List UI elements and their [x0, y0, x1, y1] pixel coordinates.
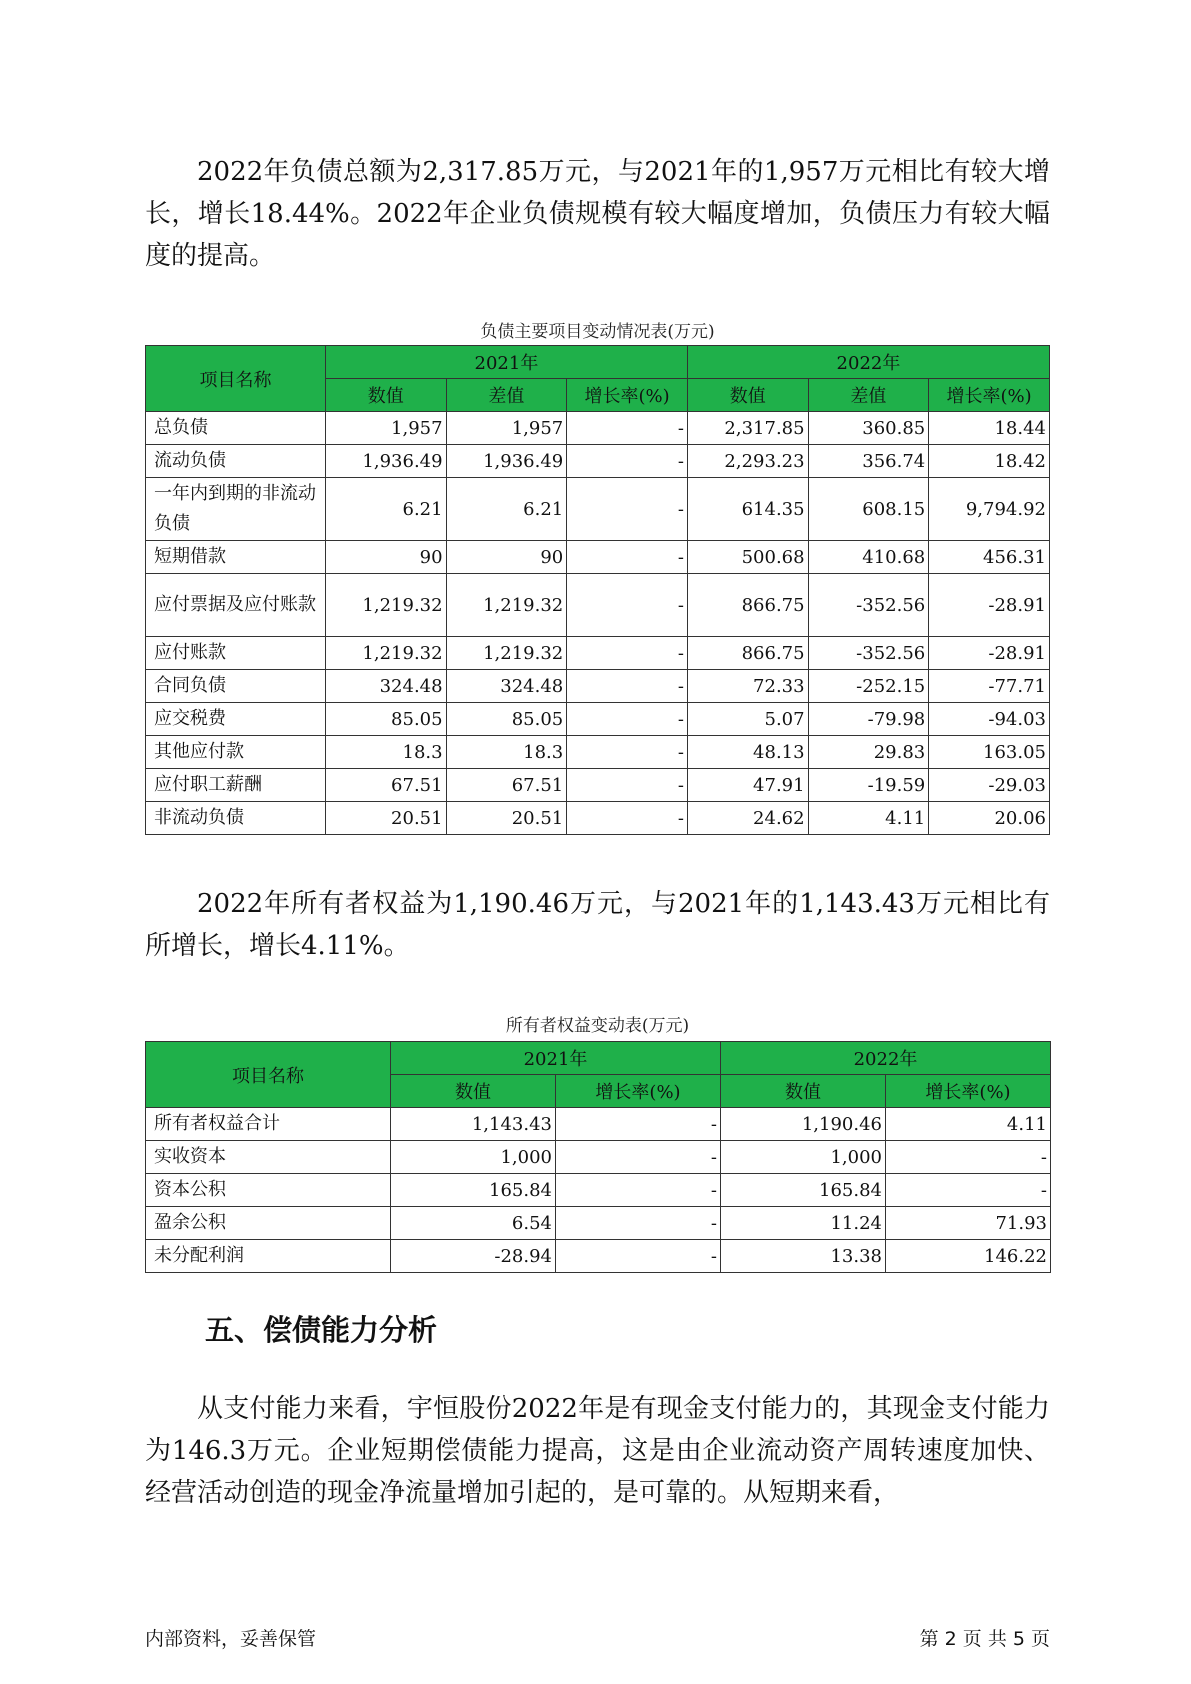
row-label: 总负债	[146, 412, 326, 445]
cell: 146.22	[886, 1240, 1051, 1273]
cell: 6.21	[446, 478, 567, 541]
cell: -	[556, 1207, 721, 1240]
cell: 163.05	[929, 736, 1050, 769]
cell: 1,936.49	[325, 445, 446, 478]
cell: -	[886, 1141, 1051, 1174]
cell: -	[567, 769, 688, 802]
cell: -	[567, 574, 688, 637]
cell: 1,219.32	[325, 574, 446, 637]
footer-confidential-note: 内部资料，妥善保管	[145, 1628, 317, 1650]
value-header: 数值	[687, 379, 808, 412]
rate-header: 增长率(%)	[929, 379, 1050, 412]
cell: 6.54	[391, 1207, 556, 1240]
cell: 20.51	[325, 802, 446, 835]
cell: 13.38	[721, 1240, 886, 1273]
table-row	[146, 1207, 1051, 1240]
item-name-header: 项目名称	[146, 1042, 391, 1108]
cell: 410.68	[808, 541, 929, 574]
cell: 1,000	[391, 1141, 556, 1174]
cell: -	[886, 1174, 1051, 1207]
cell: -	[567, 670, 688, 703]
cell: -	[567, 412, 688, 445]
value-header: 数值	[721, 1075, 886, 1108]
table-row	[146, 478, 1050, 541]
cell: -	[556, 1174, 721, 1207]
cell: -	[567, 802, 688, 835]
table-row	[146, 802, 1050, 835]
row-label: 其他应付款	[146, 736, 326, 769]
table-row	[146, 445, 1050, 478]
row-label: 应付账款	[146, 637, 326, 670]
table-row	[146, 670, 1050, 703]
table-row	[146, 412, 1050, 445]
cell: 500.68	[687, 541, 808, 574]
cell: 90	[325, 541, 446, 574]
cell: 71.93	[886, 1207, 1051, 1240]
cell: 20.51	[446, 802, 567, 835]
cell: 360.85	[808, 412, 929, 445]
cell: -252.15	[808, 670, 929, 703]
row-label: 短期借款	[146, 541, 326, 574]
row-label: 应交税费	[146, 703, 326, 736]
cell: 1,219.32	[446, 637, 567, 670]
cell: 614.35	[687, 478, 808, 541]
cell: -352.56	[808, 574, 929, 637]
cell: 5.07	[687, 703, 808, 736]
page-number: 第 2 页 共 5 页	[919, 1628, 1050, 1650]
table1-caption: 负债主要项目变动情况表(万元)	[480, 322, 715, 342]
cell: 1,190.46	[721, 1108, 886, 1141]
paragraph-equity: 2022年所有者权益为1,190.46万元，与2021年的1,143.43万元相比有所增长，增长4.11%。	[145, 889, 1050, 961]
cell: 165.84	[391, 1174, 556, 1207]
diff-header: 差值	[446, 379, 567, 412]
table-row	[146, 736, 1050, 769]
year-2021-header: 2021年	[391, 1042, 721, 1075]
row-label: 一年内到期的非流动负债	[146, 478, 326, 541]
row-label: 盈余公积	[146, 1207, 391, 1240]
row-label: 应付职工薪酬	[146, 769, 326, 802]
cell: 18.3	[446, 736, 567, 769]
table-row	[146, 541, 1050, 574]
value-header: 数值	[391, 1075, 556, 1108]
cell: 1,219.32	[446, 574, 567, 637]
diff-header: 差值	[808, 379, 929, 412]
cell: 72.33	[687, 670, 808, 703]
cell: 67.51	[325, 769, 446, 802]
row-label: 所有者权益合计	[146, 1108, 391, 1141]
cell: -77.71	[929, 670, 1050, 703]
cell: -	[567, 478, 688, 541]
equity-table	[145, 1041, 1051, 1273]
cell: -28.91	[929, 574, 1050, 637]
cell: 85.05	[446, 703, 567, 736]
paragraph-solvency: 从支付能力来看，宇恒股份2022年是有现金支付能力的，其现金支付能力为146.3万元。企业短期偿债能力提高，这是由企业流动资产周转速度加快、经营活动创造的现金净流量增加引起的，是可靠的。从短期来看，	[145, 1394, 1050, 1508]
table2-caption: 所有者权益变动表(万元)	[505, 1016, 690, 1036]
cell: -94.03	[929, 703, 1050, 736]
paragraph-liabilities: 2022年负债总额为2,317.85万元，与2021年的1,957万元相比有较大增长，增长18.44%。2022年企业负债规模有较大幅度增加，负债压力有较大幅度的提高。	[145, 157, 1050, 271]
cell: 1,143.43	[391, 1108, 556, 1141]
cell: 2,293.23	[687, 445, 808, 478]
cell: 67.51	[446, 769, 567, 802]
cell: -	[567, 541, 688, 574]
cell: 324.48	[325, 670, 446, 703]
table-row	[146, 703, 1050, 736]
cell: -28.91	[929, 637, 1050, 670]
cell: -	[556, 1108, 721, 1141]
cell: -79.98	[808, 703, 929, 736]
table-row	[146, 1174, 1051, 1207]
cell: 1,957	[325, 412, 446, 445]
rate-header: 增长率(%)	[567, 379, 688, 412]
cell: -28.94	[391, 1240, 556, 1273]
year-2022-header: 2022年	[687, 346, 1049, 379]
cell: 1,219.32	[325, 637, 446, 670]
row-label: 应付票据及应付账款	[146, 574, 326, 637]
cell: 1,936.49	[446, 445, 567, 478]
cell: 608.15	[808, 478, 929, 541]
cell: -19.59	[808, 769, 929, 802]
cell: -	[567, 703, 688, 736]
rate-header: 增长率(%)	[886, 1075, 1051, 1108]
cell: 9,794.92	[929, 478, 1050, 541]
section-heading: 五、偿债能力分析	[205, 1313, 438, 1347]
liabilities-table	[145, 345, 1050, 835]
cell: 866.75	[687, 637, 808, 670]
cell: 18.3	[325, 736, 446, 769]
cell: 18.42	[929, 445, 1050, 478]
cell: -	[556, 1141, 721, 1174]
year-2022-header: 2022年	[721, 1042, 1051, 1075]
rate-header: 增长率(%)	[556, 1075, 721, 1108]
cell: -	[567, 736, 688, 769]
cell: -	[556, 1240, 721, 1273]
cell: 24.62	[687, 802, 808, 835]
cell: 1,957	[446, 412, 567, 445]
cell: 165.84	[721, 1174, 886, 1207]
cell: 2,317.85	[687, 412, 808, 445]
table-row	[146, 769, 1050, 802]
cell: 29.83	[808, 736, 929, 769]
cell: 4.11	[808, 802, 929, 835]
cell: 48.13	[687, 736, 808, 769]
cell: 4.11	[886, 1108, 1051, 1141]
row-label: 未分配利润	[146, 1240, 391, 1273]
row-label: 实收资本	[146, 1141, 391, 1174]
cell: -29.03	[929, 769, 1050, 802]
cell: 90	[446, 541, 567, 574]
cell: 11.24	[721, 1207, 886, 1240]
cell: -	[567, 637, 688, 670]
cell: 18.44	[929, 412, 1050, 445]
cell: 866.75	[687, 574, 808, 637]
item-name-header: 项目名称	[146, 346, 326, 412]
cell: 356.74	[808, 445, 929, 478]
row-label: 合同负债	[146, 670, 326, 703]
row-label: 非流动负债	[146, 802, 326, 835]
row-label: 资本公积	[146, 1174, 391, 1207]
table-row	[146, 574, 1050, 637]
cell: 324.48	[446, 670, 567, 703]
row-label: 流动负债	[146, 445, 326, 478]
value-header: 数值	[325, 379, 446, 412]
table-row	[146, 1108, 1051, 1141]
cell: -352.56	[808, 637, 929, 670]
cell: 47.91	[687, 769, 808, 802]
cell: 20.06	[929, 802, 1050, 835]
cell: -	[567, 445, 688, 478]
table-row	[146, 1240, 1051, 1273]
cell: 456.31	[929, 541, 1050, 574]
year-2021-header: 2021年	[325, 346, 687, 379]
table-row	[146, 637, 1050, 670]
table-row	[146, 1141, 1051, 1174]
cell: 1,000	[721, 1141, 886, 1174]
cell: 85.05	[325, 703, 446, 736]
cell: 6.21	[325, 478, 446, 541]
